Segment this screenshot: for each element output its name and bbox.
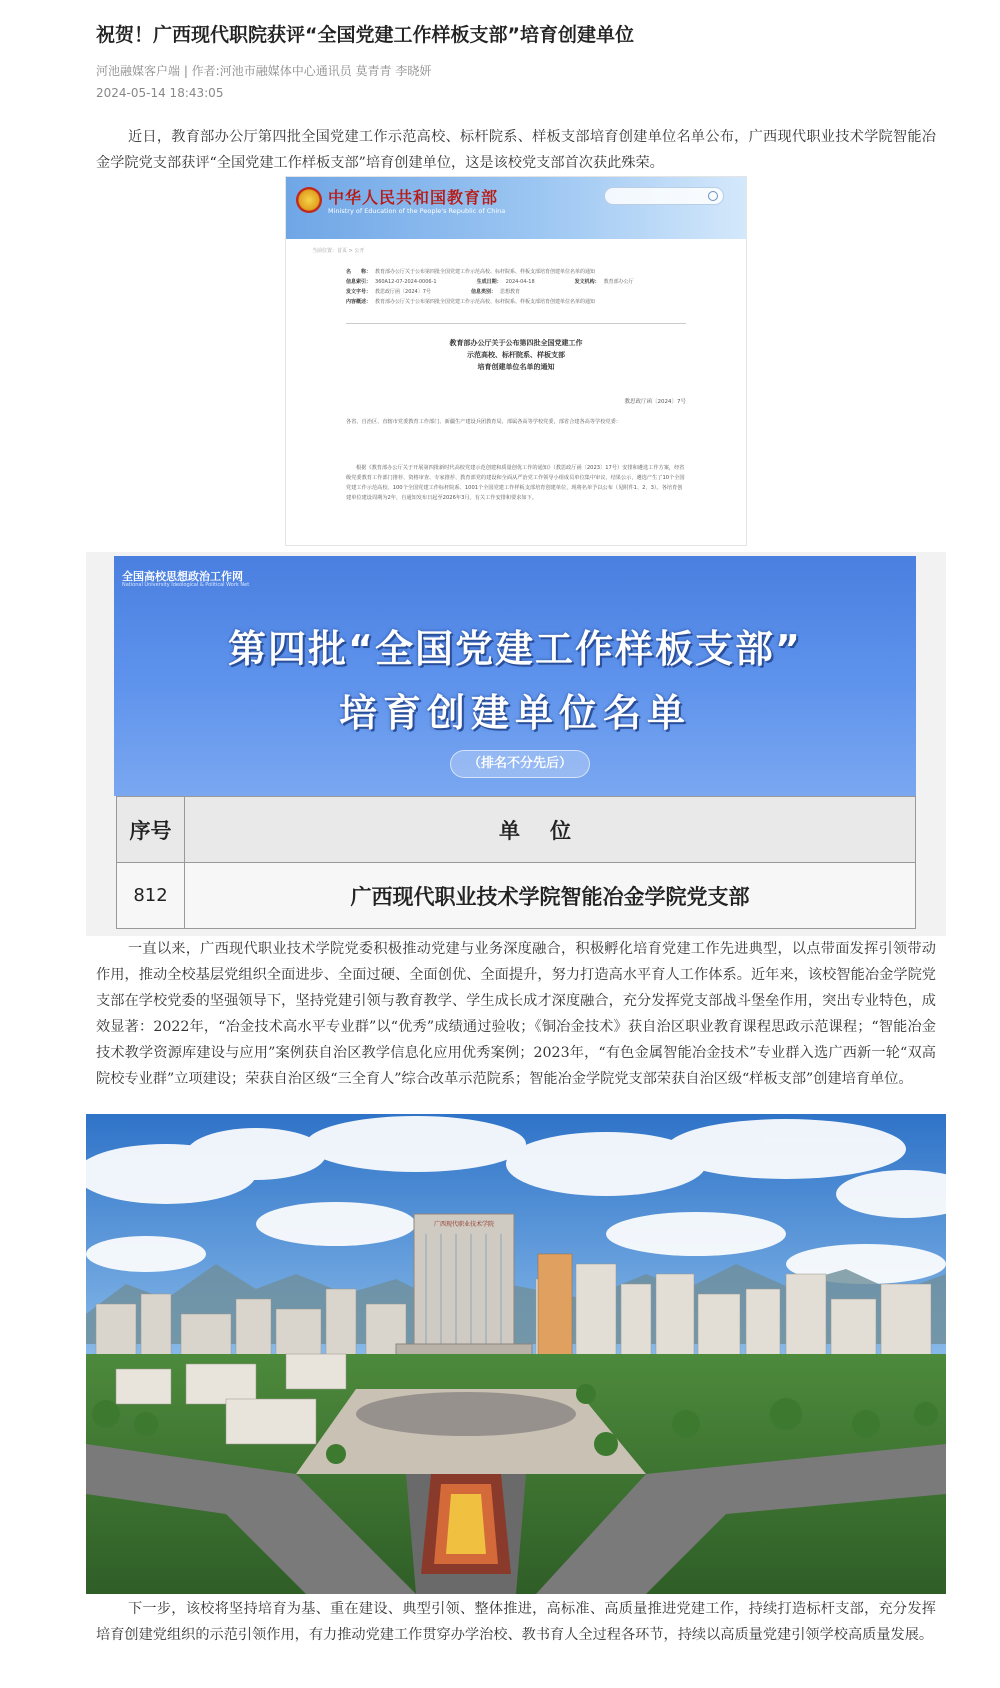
meta-value: 教育部办公厅 [603, 279, 634, 285]
doc-title-line: 示范高校、标杆院系、样板支部 [467, 351, 565, 359]
meta-value: 思想教育 [499, 289, 520, 295]
notice-divider [346, 323, 686, 324]
list-image [86, 552, 946, 936]
notice-breadcrumb: 当前位置：首页 > 公开 [312, 248, 365, 254]
national-emblem-icon [296, 187, 322, 213]
article-date: 2024-05-14 18:43:05 [96, 86, 224, 100]
header-unit: 单位 [185, 797, 916, 863]
crowd [356, 1392, 576, 1436]
meta-value: 教思政厅函〔2024〕7号 [375, 289, 431, 295]
meta-label: 发文字号： [346, 289, 372, 295]
table-header-row [117, 797, 916, 863]
notice-banner [286, 177, 746, 239]
list-banner [114, 556, 916, 796]
header-no: 序号 [117, 797, 185, 863]
site-name-en: Ministry of Education of the People's Republic of China [328, 207, 506, 215]
meta-value: 360A12-07-2024-0006-1 [375, 279, 437, 285]
table-row [117, 863, 916, 929]
row-unit: 广西现代职业技术学院智能冶金学院党支部 [185, 863, 916, 929]
notice-addressee: 各省、自治区、直辖市党委教育工作部门、新疆生产建设兵团教育局，部属各高等学校党委，部省合建各高等学校党委： [346, 419, 621, 425]
list-logo: 全国高校思想政治工作网 [122, 570, 243, 583]
paragraph-1: 近日，教育部办公厅第四批全国党建工作示范高校、标杆院系、样板支部培育创建单位名单公布，广西现代职业技术学院智能冶金学院党支部获评“全国党建工作样板支部”培育创建单位，这是该校党支部首次获此殊荣。 [96, 129, 936, 171]
meta-label: 发文机构： [574, 279, 600, 285]
article-title: 祝贺！广西现代职院获评“全国党建工作样板支部”培育创建单位 [96, 24, 634, 46]
doc-title-line: 培育创建单位名单的通知 [477, 363, 555, 371]
notice-document-number: 教思政厅函〔2024〕7号 [624, 399, 686, 405]
meta-label: 内容概述： [346, 299, 372, 305]
list-table [116, 796, 916, 929]
notice-meta [346, 267, 686, 307]
meta-label: 生成日期： [476, 279, 502, 285]
campus-photo [86, 1114, 946, 1594]
list-note: （排名不分先后） [450, 750, 590, 778]
meta-label: 名 称： [346, 269, 372, 275]
meta-label: 信息索引： [346, 279, 372, 285]
meta-value: 教育部办公厅关于公布第四批全国党建工作示范高校、标杆院系、样板支部培育创建单位名单的通知 [375, 299, 596, 305]
notice-search-box [604, 187, 724, 205]
list-heading-2: 培育创建单位名单 [338, 691, 691, 735]
building-sign: 广西现代职业技术学院 [433, 1221, 495, 1228]
doc-title-line: 教育部办公厅关于公布第四批全国党建工作 [449, 339, 583, 347]
meta-value: 2024-04-18 [505, 279, 535, 285]
paragraph-3: 下一步，该校将坚持培育为基、重在建设、典型引领、整体推进，高标准、高质量推进党建工作，持续打造标杆支部，充分发挥培育创建党组织的示范引领作用，有力推动党建工作贯穿办学治校、教书育人全过程各环节，持续以高质量党建引领学校高质量发展。 [96, 1601, 936, 1643]
paragraph-2: 一直以来，广西现代职业技术学院党委积极推动党建与业务深度融合，积极孵化培育党建工作先进典型，以点带面发挥引领带动作用，推动全校基层党组织全面进步、全面过硬、全面创优、全面提升，努力打造高水平育人工作体系。近年来，该校智能冶金学院党支部在学校党委的坚强领导下，坚持党建引领与教育教学、学生成长成才深度融合，充分发挥党支部战斗堡垒作用，突出专业特色，成效显著：2022年，“冶金技术高水平专业群”以“优秀”成绩通过验收；《铜冶金技术》获自治区职业教育课程思政示范课程；“智能冶金技术教学资源库建设与应用”案例获自治区教学信息化应用优秀案例；2023年，“有色金属智能冶金技术”专业群入选广西新一轮“双高院校专业群”立项建设；荣获自治区级“三全育人”综合改革示范院系；智能冶金学院党支部荣获自治区级“样板支部”创建培育单位。 [96, 941, 936, 1087]
meta-label: 信息类别： [470, 289, 496, 295]
row-no: 812 [117, 863, 185, 929]
campus-illustration [86, 1114, 946, 1594]
notice-body: 根据《教育部办公厅关于开展第四批新时代高校党建示范创建和质量创优工作的通知》（教思政厅函〔2023〕17号）安排和遴选工作方案，经省级党委教育工作部门推荐、资格审查、专家推荐、教育部党的建设和全面从严治党工作领导小组成员单位集中审议、结果公示，遴选产生了10个全国党建工作示范高校、100个全国党建工作标杆院系、1001个全国党建工作样板支部培育创建单位，现将名单予以公布（见附件1、2、3）。各培育创建单位建设周期为2年，自通知发布日起至2026年3月。有关工作安排和要求如下。 [346, 465, 685, 501]
site-name-cn: 中华人民共和国教育部 [328, 188, 499, 207]
ministry-notice-image [285, 176, 747, 546]
article-source: 河池融媒客户端 | 作者:河池市融媒体中心通讯员 莫青青 李晓妍 [96, 64, 432, 78]
meta-value: 教育部办公厅关于公布第四批全国党建工作示范高校、标杆院系、样板支部培育创建单位名单的通知 [375, 269, 596, 275]
list-logo-en: National University Ideological & Political Work Net [122, 582, 250, 588]
notice-document-title [346, 337, 686, 373]
list-heading-1: 第四批“全国党建工作样板支部” [228, 627, 802, 671]
